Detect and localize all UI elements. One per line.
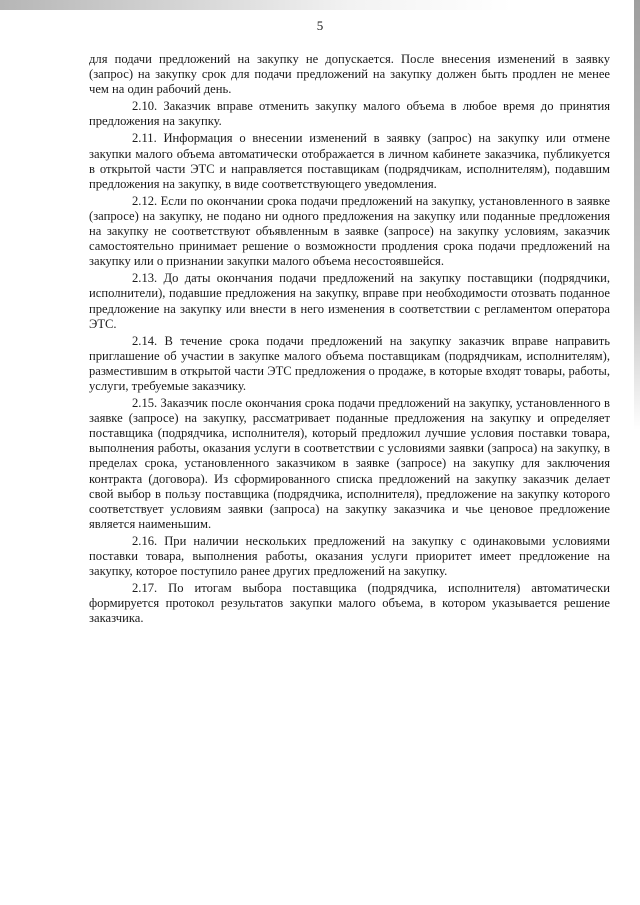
paragraph-2-16: 2.16. При наличии нескольких предложений на закупку с одинаковыми условиями поставки товара, выполнения работы, оказания услуги приоритет имеет предложение на закупку, которое поступило ранее других предложений на закупку. xyxy=(89,533,610,579)
paragraph-2-12: 2.12. Если по окончании срока подачи предложений на закупку, установленного в заявке (запросе) на закупку, не подано ни одного предложения на закупку или поданные предложения на закупку не соответствуют объявленным в заявке (запросе) на закупку условиям, заказчик самостоятельно принимает решение о возможности продления срока подачи предложений на закупку или о признании закупки малого объема несостоявшейся. xyxy=(89,193,610,269)
page-number: 5 xyxy=(316,18,324,33)
paragraph-2-13: 2.13. До даты окончания подачи предложений на закупку поставщики (подрядчики, исполнители), подавшие предложения на закупку, вправе при необходимости отозвать поданное предложение на закупку или внести в него изменения в соответствии с регламентом оператора ЭТС. xyxy=(89,271,610,331)
scan-edge-right xyxy=(634,0,640,430)
document-body xyxy=(89,52,610,628)
scan-edge-top xyxy=(0,0,640,10)
paragraph-2-11: 2.11. Информация о внесении изменений в заявку (запрос) на закупку или отмене закупки малого объема автоматически отображается в личном кабинете заказчика, публикуется в открытой части ЭТС и направляется поставщикам (подрядчикам, исполнителям), подавшим предложения на закупку, в виде соответствующего уведомления. xyxy=(89,131,610,191)
paragraph-2-17: 2.17. По итогам выбора поставщика (подрядчика, исполнителя) автоматически формируется протокол результатов закупки малого объема, в котором указывается решение заказчика. xyxy=(89,581,610,626)
paragraph-2-14: 2.14. В течение срока подачи предложений на закупку заказчик вправе направить приглашение об участии в закупке малого объема поставщикам (подрядчикам, исполнителям), разместившим в открытой части ЭТС предложения о продаже, в которые входят товары, работы, услуги, требуемые заказчику. xyxy=(89,333,610,393)
paragraph-continuation: для подачи предложений на закупку не допускается. После внесения изменений в заявку (запрос) на закупку срок для подачи предложений на закупку должен быть продлен не менее чем на один рабочий день. xyxy=(89,52,610,97)
paragraph-2-10: 2.10. Заказчик вправе отменить закупку малого объема в любое время до принятия предложения на закупку. xyxy=(89,99,610,129)
paragraph-2-15: 2.15. Заказчик после окончания срока подачи предложений на закупку, установленного в заявке (запросе) на закупку, рассматривает поданные предложения на закупку и определяет поставщика (подрядчика, исполнителя), который предложил лучшие условия поставки товара, выполнения работы, оказания услуги в соответствии с условиями заявки (запроса) на закупку, в пределах срока, установленного заказчиком в заявке (запросе) на закупку для заключения контракта (договора). Из сформированного списка предложений на закупку заказчик делает свой выбор в пользу поставщика (подрядчика, исполнителя), предложение на закупку которого соответствует условиям заявки (запроса) на закупку заказчика и чье ценовое предложение является наименьшим. xyxy=(89,396,610,531)
